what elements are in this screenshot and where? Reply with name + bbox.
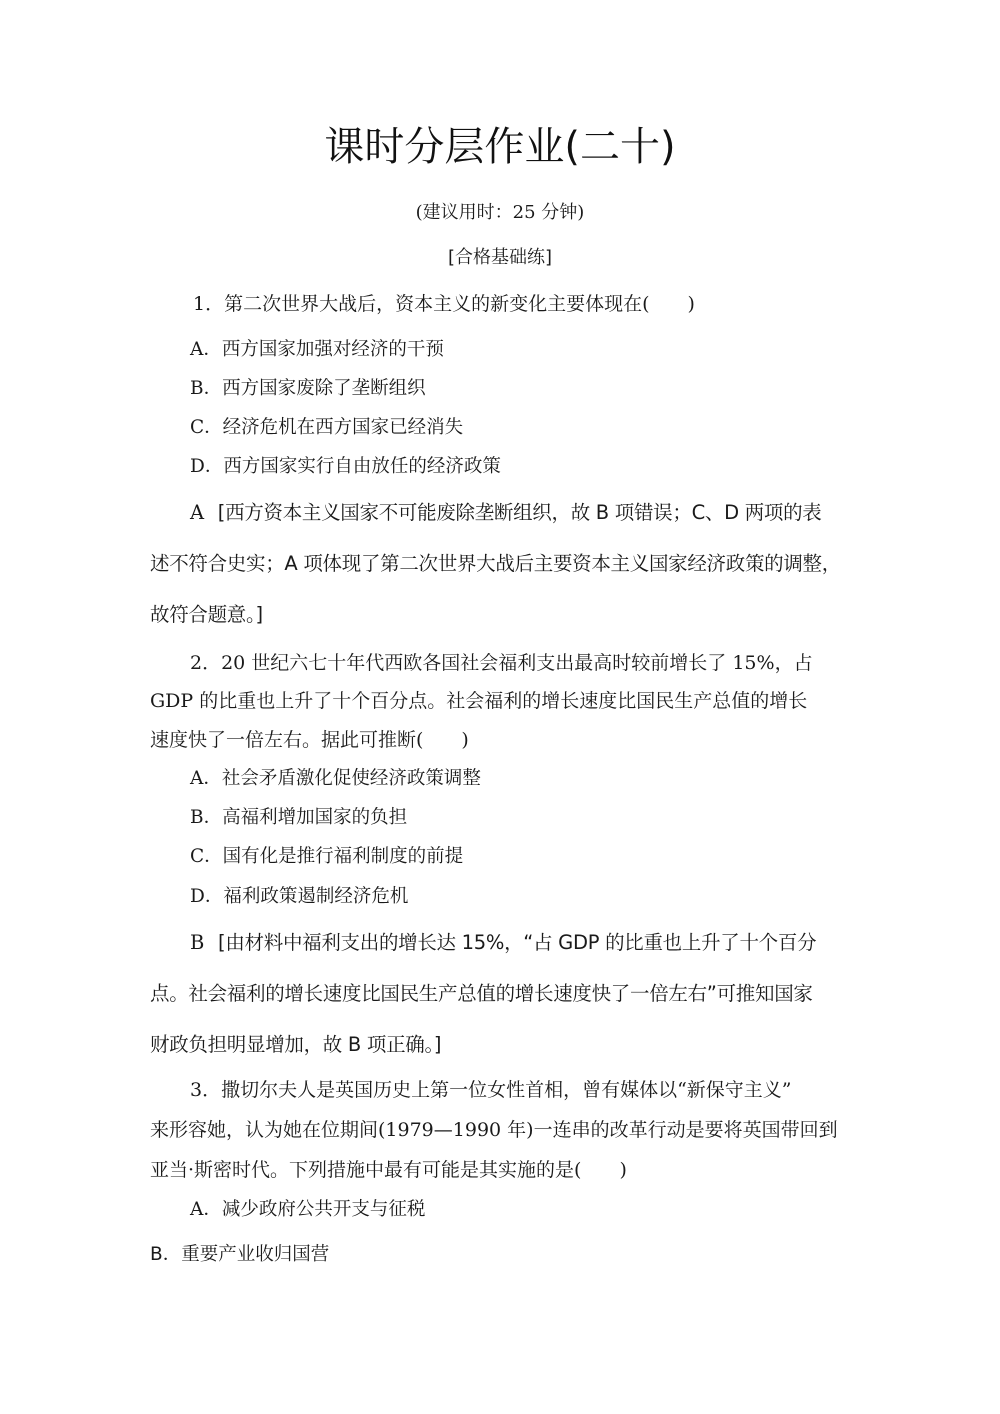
page-title: 课时分层作业(二十) [324, 124, 676, 170]
question-stem: 速度快了一倍左右。据此可推断( ) [150, 729, 469, 751]
option-b: B．重要产业收归国营 [150, 1244, 330, 1265]
option-c: C．经济危机在西方国家已经消失 [190, 417, 464, 438]
option-d: D．西方国家实行自由放任的经济政策 [190, 456, 501, 477]
option-c: C．国有化是推行福利制度的前提 [190, 846, 464, 867]
option-a: A．减少政府公共开支与征税 [190, 1199, 426, 1220]
answer-explanation-line: 点。社会福利的增长速度比国民生产总值的增长速度快了一倍左右”可推知国家 [150, 982, 813, 1005]
answer-key: A [190, 501, 204, 524]
question-stem: 亚当·斯密时代。下列措施中最有可能是其实施的是( ) [150, 1159, 627, 1181]
answer-explanation-line: 财政负担明显增加，故 B 项正确。] [150, 1033, 442, 1056]
answer-explanation-line: A [西方资本主义国家不可能废除垄断组织，故 B 项错误；C、D 两项的表 [190, 501, 822, 524]
option-a: A．社会矛盾激化促使经济政策调整 [190, 768, 481, 789]
question-stem: 2．20 世纪六七十年代西欧各国社会福利支出最高时较前增长了 15%，占 [190, 652, 813, 674]
question-stem: 1．第二次世界大战后，资本主义的新变化主要体现在( ) [193, 293, 695, 315]
option-d: D．福利政策遏制经济危机 [190, 886, 409, 907]
option-b: B．西方国家废除了垄断组织 [190, 378, 426, 399]
answer-key: B [190, 931, 205, 954]
section-heading: [合格基础练] [447, 247, 553, 268]
answer-explanation-line: 述不符合史实；A 项体现了第二次世界大战后主要资本主义国家经济政策的调整， [150, 552, 841, 575]
question-stem: 来形容她，认为她在位期间(1979—1990 年)一连串的改革行动是要将英国带回到 [150, 1119, 838, 1141]
question-stem: 3．撒切尔夫人是英国历史上第一位女性首相，曾有媒体以“新保守主义” [190, 1079, 792, 1101]
question-stem: GDP 的比重也上升了十个百分点。社会福利的增长速度比国民生产总值的增长 [150, 690, 808, 712]
answer-explanation-line: 故符合题意。] [150, 603, 263, 626]
answer-explanation-line: B [由材料中福利支出的增长达 15%，“占 GDP 的比重也上升了十个百分 [190, 931, 817, 954]
suggested-time: (建议用时：25 分钟) [415, 202, 585, 223]
option-a: A．西方国家加强对经济的干预 [190, 339, 444, 360]
option-b: B．高福利增加国家的负担 [190, 807, 408, 828]
